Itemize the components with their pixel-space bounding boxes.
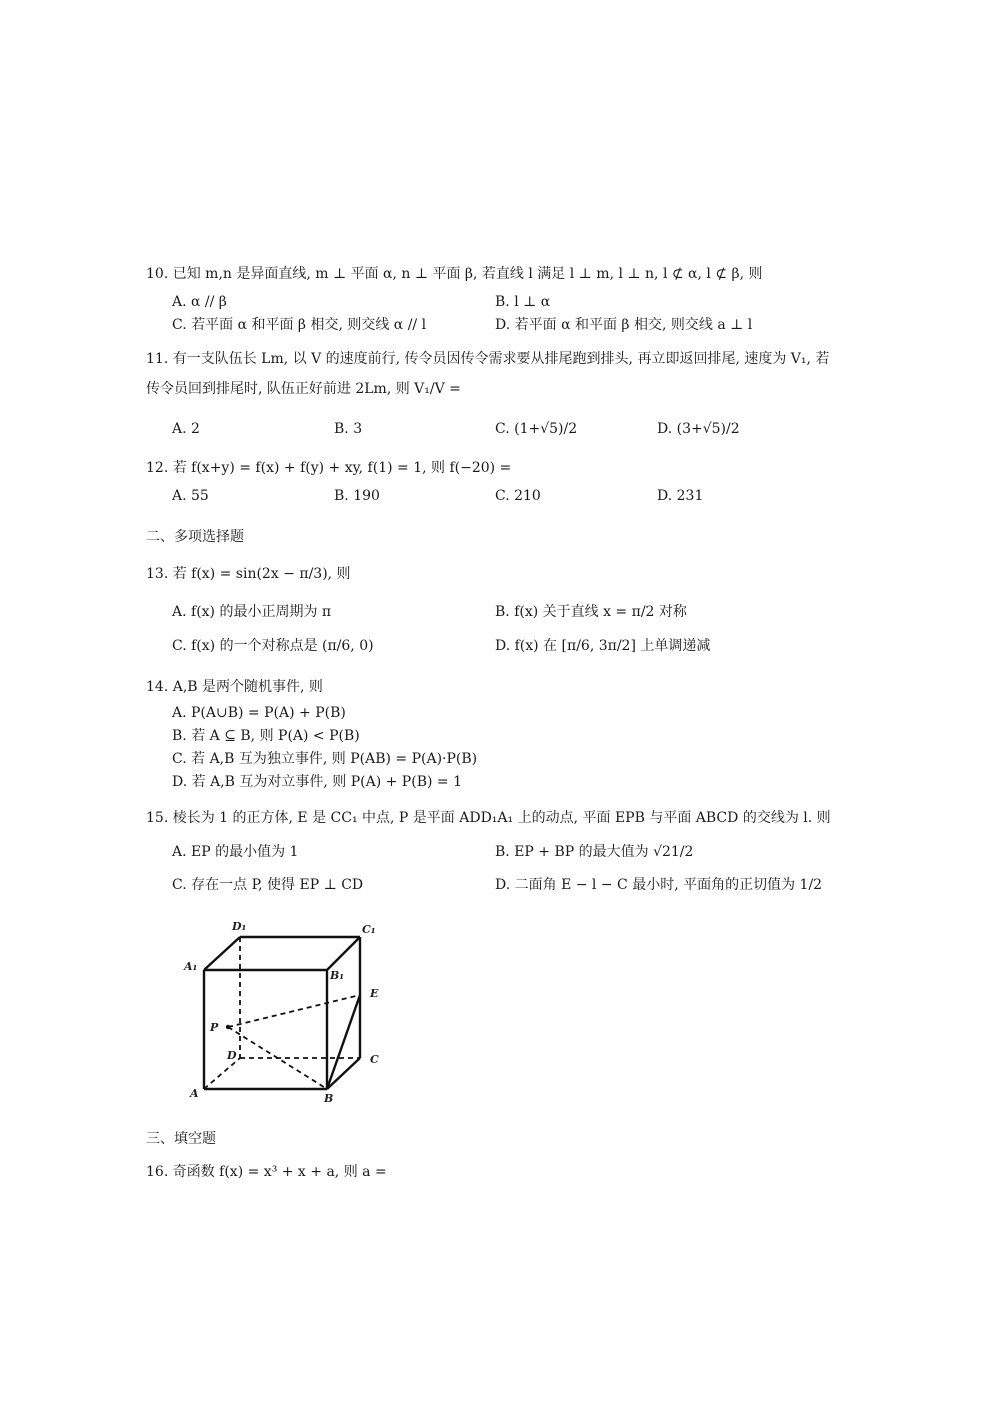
label-e: E	[370, 987, 379, 1000]
edge-b1-c1	[327, 937, 360, 970]
point-p	[226, 1025, 230, 1029]
q14-option-c: C. 若 A,B 互为独立事件, 则 P(AB) = P(A)·P(B)	[172, 751, 478, 767]
q12-option-b: B. 190	[334, 488, 380, 504]
section-heading-multiple-choice: 二、多项选择题	[146, 529, 244, 545]
label-a: A	[190, 1087, 199, 1100]
section-heading-fill-in: 三、填空题	[146, 1131, 216, 1147]
q12-stem: 12. 若 f(x+y) = f(x) + f(y) + xy, f(1) = 1, 则 f(−20) =	[146, 460, 512, 476]
q14-option-a: A. P(A∪B) = P(A) + P(B)	[172, 705, 346, 721]
q11-option-d: D. (3+√5)/2	[657, 421, 740, 437]
cube-figure	[172, 915, 402, 1110]
q15-option-c: C. 存在一点 P, 使得 EP ⊥ CD	[172, 877, 364, 893]
q10-option-a: A. α // β	[172, 294, 227, 310]
q10-stem: 10. 已知 m,n 是异面直线, m ⊥ 平面 α, n ⊥ 平面 β, 若直线 l 满足 l ⊥ m, l ⊥ n, l ⊄ α, l ⊄ β, 则	[146, 266, 763, 282]
q10-option-d: D. 若平面 α 和平面 β 相交, 则交线 a ⊥ l	[495, 317, 753, 333]
label-b1: B₁	[330, 969, 345, 982]
q14-option-b: B. 若 A ⊆ B, 则 P(A) < P(B)	[172, 728, 360, 744]
q14-stem: 14. A,B 是两个随机事件, 则	[146, 679, 323, 695]
q11-option-a: A. 2	[172, 421, 200, 437]
q16-stem: 16. 奇函数 f(x) = x³ + x + a, 则 a =	[146, 1164, 387, 1180]
q13-option-d: D. f(x) 在 [π/6, 3π/2] 上单调递减	[495, 638, 711, 654]
q13-option-c: C. f(x) 的一个对称点是 (π/6, 0)	[172, 638, 374, 654]
q11-option-b: B. 3	[334, 421, 363, 437]
q11-option-c: C. (1+√5)/2	[495, 421, 578, 437]
q12-option-c: C. 210	[495, 488, 541, 504]
q10-option-b: B. l ⊥ α	[495, 294, 551, 310]
edge-a-d-hidden	[204, 1058, 240, 1089]
q11-stem-line2: 传令员回到排尾时, 队伍正好前进 2Lm, 则 V₁/V =	[146, 381, 461, 397]
q12-option-d: D. 231	[657, 488, 704, 504]
q12-option-a: A. 55	[172, 488, 209, 504]
label-b: B	[324, 1092, 334, 1105]
q15-stem: 15. 棱长为 1 的正方体, E 是 CC₁ 中点, P 是平面 ADD₁A₁ 上的动点, 平面 EPB 与平面 ABCD 的交线为 l. 则	[146, 810, 831, 826]
label-c: C	[370, 1053, 379, 1066]
label-d1: D₁	[232, 920, 247, 933]
q14-option-d: D. 若 A,B 互为对立事件, 则 P(A) + P(B) = 1	[172, 774, 462, 790]
q10-option-c: C. 若平面 α 和平面 β 相交, 则交线 α // l	[172, 317, 427, 333]
q11-stem-line1: 11. 有一支队伍长 Lm, 以 V 的速度前行, 传令员因传令需求要从排尾跑到排头, 再立即返回排尾, 速度为 V₁, 若	[146, 351, 830, 367]
label-c1: C₁	[362, 923, 376, 936]
label-p: P	[210, 1021, 219, 1034]
q13-stem: 13. 若 f(x) = sin(2x − π/3), 则	[146, 566, 351, 582]
label-d: D	[227, 1049, 237, 1062]
q13-option-a: A. f(x) 的最小正周期为 π	[172, 604, 332, 620]
q13-option-b: B. f(x) 关于直线 x = π/2 对称	[495, 604, 687, 620]
q15-option-d: D. 二面角 E − l − C 最小时, 平面角的正切值为 1/2	[495, 877, 823, 893]
label-a1: A₁	[184, 960, 198, 973]
segment-p-e	[228, 995, 360, 1027]
edge-a1-d1	[204, 937, 240, 970]
q15-option-a: A. EP 的最小值为 1	[172, 844, 299, 860]
q15-option-b: B. EP + BP 的最大值为 √21/2	[495, 844, 694, 860]
